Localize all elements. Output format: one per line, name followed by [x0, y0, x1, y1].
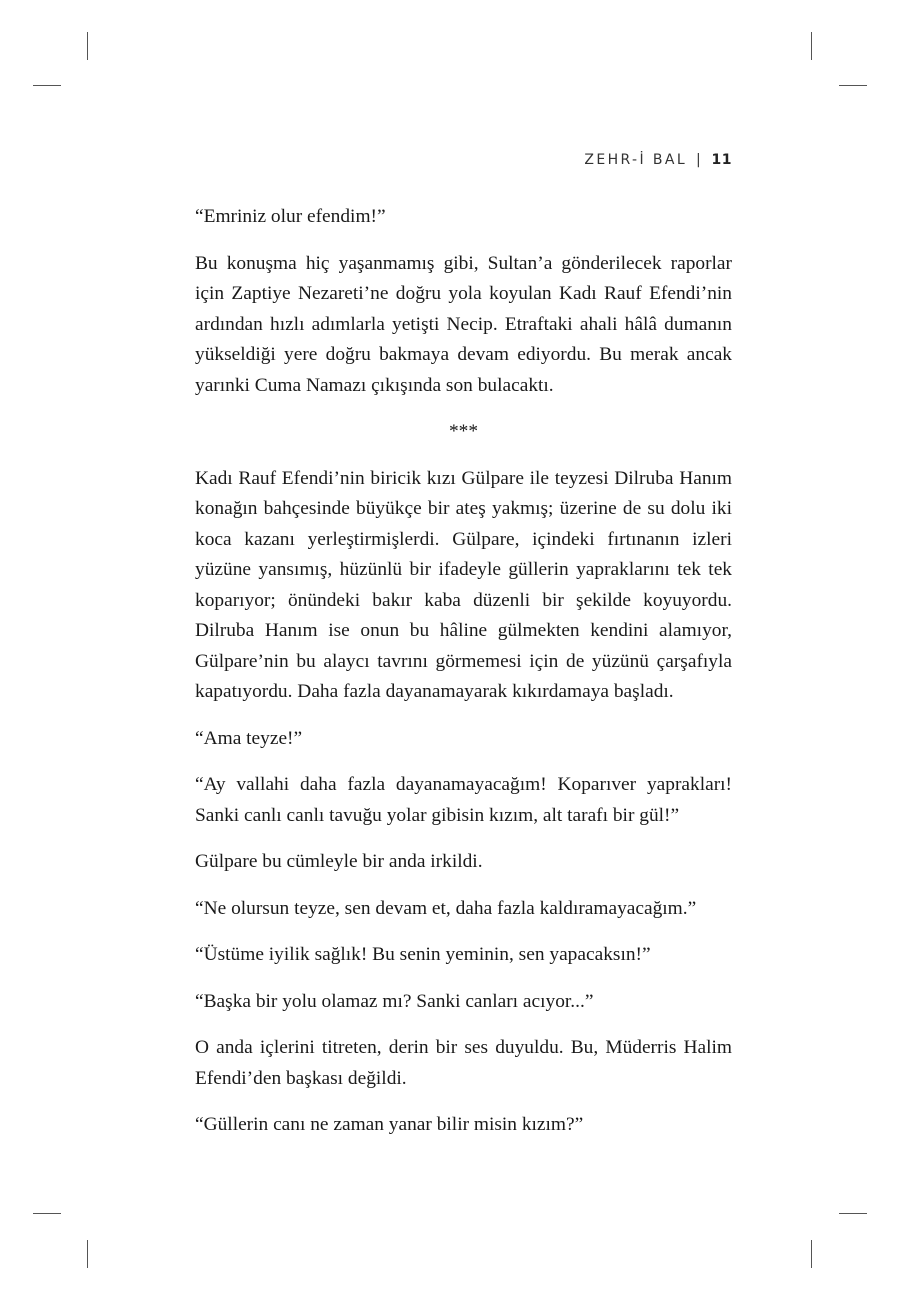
paragraph-dialogue-baska-yolu: “Başka bir yolu olamaz mı? Sanki canları acıyor...” — [195, 990, 594, 1012]
paragraph-narration-irkildi: Gülpare bu cümleyle bir anda irkildi. — [195, 851, 483, 872]
paragraph-dialogue-ay-vallahi: “Ay vallahi daha fazla dayanamayacağım! Koparıver yaprakları! Sanki canlı canlı tavuğu yolar gibisin kızım, alt tarafı bir gül!” — [195, 774, 732, 826]
crop-mark-top-right-vertical — [811, 32, 812, 60]
running-header — [584, 152, 732, 168]
book-title: ZEHR-İ BAL — [584, 152, 688, 168]
crop-mark-top-left-horizontal — [33, 85, 61, 86]
header-separator: | — [695, 152, 701, 168]
paragraph-narration-muderris: O anda içlerini titreten, derin bir ses duyuldu. Bu, Müderris Halim Efendi’den başkası değildi. — [195, 1037, 732, 1089]
paragraph-dialogue-gullerin-cani: “Güllerin canı ne zaman yanar bilir misin kızım?” — [195, 1114, 584, 1135]
body-text — [195, 202, 732, 1157]
crop-mark-bottom-right-vertical — [811, 1240, 812, 1268]
paragraph-dialogue-ustume: “Üstüme iyilik sağlık! Bu senin yeminin, sen yapacaksın!” — [195, 944, 651, 965]
crop-mark-top-right-horizontal — [839, 85, 867, 86]
paragraph-dialogue-ne-olursun: “Ne olursun teyze, sen devam et, daha fazla kaldıramayacağım.” — [195, 897, 697, 919]
crop-mark-bottom-left-vertical — [87, 1240, 88, 1268]
paragraph-dialogue-ama-teyze: “Ama teyze!” — [195, 727, 303, 749]
paragraph-narration-gulpare: Kadı Rauf Efendi’nin biricik kızı Gülpare ile teyzesi Dilruba Hanım konağın bahçesinde büyükçe bir ateş yakmış; üzerine de su dolu iki koca kazanı yerleştirmişlerdi. Gülpare, içindeki fırtınanın izleri yüzüne yansımış, hüzünlü bir ifadeyle güllerin yapraklarını tek tek koparıyor; önündeki bakır kaba düzenli bir şekilde koyuyordu. Dilruba Hanım ise onun bu hâline gülmekten kendini alamıyor, Gülpare’nin bu alaycı tavrını görmemesi için de yüzünü çarşafıyla kapatıyordu. Daha fazla dayanamayarak kıkırdamaya başladı. — [195, 467, 732, 702]
section-break: *** — [448, 421, 479, 442]
page-number: 11 — [711, 152, 732, 168]
crop-mark-top-left-vertical — [87, 32, 88, 60]
paragraph-dialogue-emriniz: “Emriniz olur efendim!” — [195, 206, 386, 227]
crop-mark-bottom-right-horizontal — [839, 1213, 867, 1214]
paragraph-narration-necip: Bu konuşma hiç yaşanmamış gibi, Sultan’a gönderilecek raporlar için Zaptiye Nezareti’ne doğru yola koyulan Kadı Rauf Efendi’nin ardından hızlı adımlarla yetişti Necip. Etraftaki ahali hâlâ dumanın yükseldiği yere doğru bakmaya devam ediyordu. Bu merak ancak yarınki Cuma Namazı çıkışında son bulacaktı. — [195, 252, 732, 396]
crop-mark-bottom-left-horizontal — [33, 1213, 61, 1214]
